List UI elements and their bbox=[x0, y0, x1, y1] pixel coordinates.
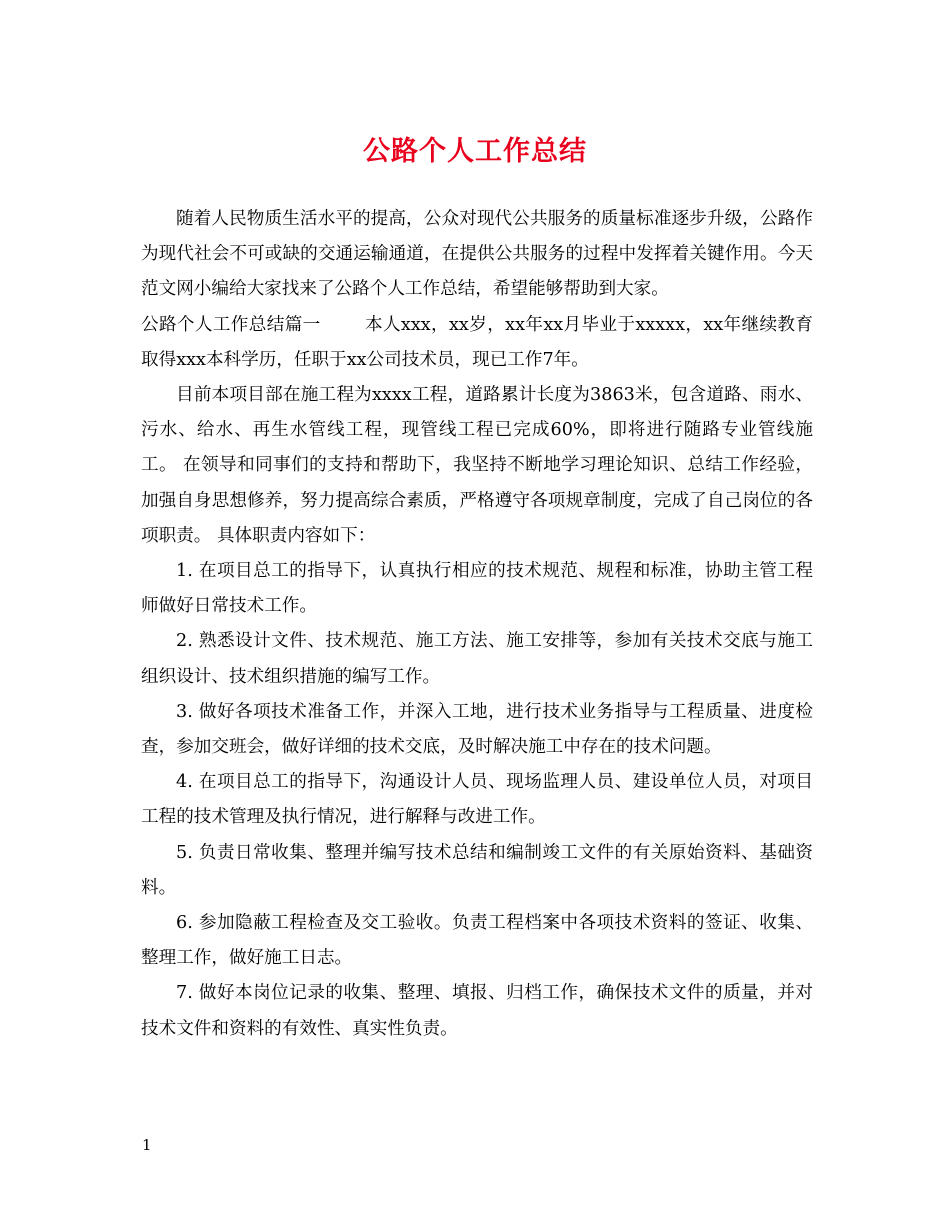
duty-item-5: 5. 负责日常收集、整理并编写技术总结和编制竣工文件的有关原始资料、基础资料。 bbox=[141, 842, 813, 898]
intro-paragraph: 随着人民物质生活水平的提高，公众对现代公共服务的质量标准逐步升级，公路作为现代社会不可或缺的交通运输通道，在提供公共服务的过程中发挥着关键作用。今天范文网小编给大家找来了公路个人工作总结，希望能够帮助到大家。 bbox=[141, 209, 813, 300]
page-number: 1 bbox=[142, 1136, 152, 1154]
duty-item-6: 6. 参加隐蔽工程检查及交工验收。负责工程档案中各项技术资料的签证、收集、整理工作，做好施工日志。 bbox=[141, 913, 813, 969]
duty-item-3: 3. 做好各项技术准备工作，并深入工地，进行技术业务指导与工程质量、进度检查，参加交班会，做好详细的技术交底，及时解决施工中存在的技术问题。 bbox=[141, 701, 813, 758]
project-paragraph: 目前本项目部在施工程为xxxx工程，道路累计长度为3863米，包含道路、雨水、污水、给水、再生水管线工程，现管线工程已完成60%，即将进行随路专业管线施工。 在领导和同事们的支持和帮助下，我坚持不断地学习理论知识、总结工作经验，加强自身思想修养，努力提高综合素质，严格遵守各项规章制度，完成了自己岗位的各项职责。 具体职责内容如下： bbox=[141, 385, 813, 546]
document-title: 公路个人工作总结 bbox=[363, 136, 587, 167]
section-heading: 公路个人工作总结篇一 bbox=[141, 314, 321, 335]
duty-item-1: 1. 在项目总工的指导下，认真执行相应的技术规范、规程和标准，协助主管工程师做好日常技术工作。 bbox=[141, 561, 813, 617]
duty-item-7: 7. 做好本岗位记录的收集、整理、填报、归档工作，确保技术文件的质量，并对技术文件和资料的有效性、真实性负责。 bbox=[141, 983, 813, 1039]
section-intro-text: 本人xxx，xx岁，xx年xx月毕业于xxxxx，xx年继续教育取得xxx本科学历，任职于xx公司技术员，现已工作7年。 bbox=[141, 314, 813, 370]
duty-item-4: 4. 在项目总工的指导下，沟通设计人员、现场监理人员、建设单位人员，对项目工程的技术管理及执行情况，进行解释与改进工作。 bbox=[141, 772, 813, 828]
section-intro-paragraph bbox=[141, 308, 813, 378]
duty-item-2: 2. 熟悉设计文件、技术规范、施工方法、施工安排等，参加有关技术交底与施工组织设计、技术组织措施的编写工作。 bbox=[141, 631, 813, 687]
document-body bbox=[141, 202, 813, 1047]
